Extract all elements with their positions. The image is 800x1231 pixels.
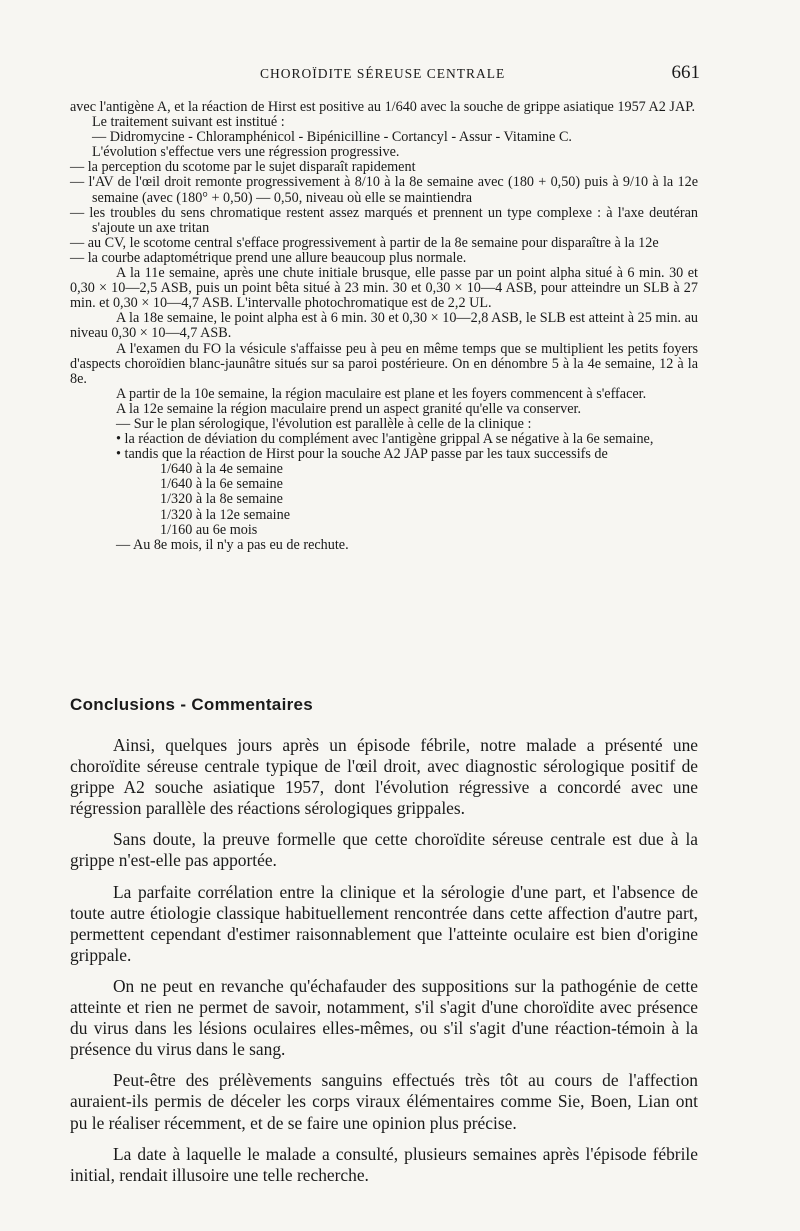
conclusions-text xyxy=(70,735,698,1196)
paragraph: La parfaite corrélation entre la clinique et la sérologie d'une part, et l'absence de toute autre étiologie classique habituellement rencontrée dans cette affection d'autre part, permettent cependant d'estimer raisonnablement que l'atteinte oculaire est bien d'origine grippale. xyxy=(70,881,698,965)
paragraph: A la 12e semaine la région maculaire prend un aspect granité qu'elle va conserver. xyxy=(116,400,582,417)
titer-list xyxy=(70,462,698,537)
paragraph: Ainsi, quelques jours après un épisode fébrile, notre malade a présenté une choroïdite séreuse centrale typique de l'œil droit, avec diagnostic sérologique positif de grippe A2 souche asiatique 1957, dont l'évolution régressive a concordé avec une régression parallèle des réactions sérologiques grippales. xyxy=(70,735,698,819)
titer-list-item: 1/320 à la 8e semaine xyxy=(160,491,283,508)
paragraph: Peut-être des prélèvements sanguins effectués très tôt au cours de l'affection auraient-ils permis de déceler les corps viraux élémentaires comme Sie, Boen, Lian ont pu le réaliser récemment, et de se faire une opinion plus précise. xyxy=(70,1070,698,1133)
page-number: 661 xyxy=(671,62,700,83)
treatment-line: — Didromycine - Chloramphénicol - Bipénicilline - Cortancyl - Assur - Vitamine C. xyxy=(92,129,572,146)
dash-item: — l'AV de l'œil droit remonte progressivement à 8/10 à la 8e semaine avec (180 + 0,50) puis à 9/10 à la 12e semaine (avec (180° + 0,50) — 0,50, niveau où elle se maintiendra xyxy=(70,174,698,206)
paragraph: Le traitement suivant est institué : xyxy=(92,114,285,131)
paragraph: — Sur le plan sérologique, l'évolution est parallèle à celle de la clinique : xyxy=(116,415,532,432)
section-heading: Conclusions - Commentaires xyxy=(70,695,314,714)
titer-list-item: 1/320 à la 12e semaine xyxy=(160,506,291,523)
paragraph: L'évolution s'effectue vers une régression progressive. xyxy=(92,144,400,161)
paragraph: Sans doute, la preuve formelle que cette choroïdite séreuse centrale est due à la grippe n'est-elle pas apportée. xyxy=(70,829,698,871)
dash-item: — la courbe adaptométrique prend une allure beaucoup plus normale. xyxy=(70,249,467,266)
paragraph: A la 18e semaine, le point alpha est à 6 min. 30 et 0,30 × 10—2,8 ASB, le SLB est atteint à 25 min. au niveau 0,30 × 10—4,7 ASB. xyxy=(70,310,698,342)
paragraph: A partir de la 10e semaine, la région maculaire est plane et les foyers commencent à s'effacer. xyxy=(116,385,647,402)
bullet-item: • tandis que la réaction de Hirst pour la souche A2 JAP passe par les taux successifs de xyxy=(116,446,608,463)
titer-list-item: 1/640 à la 4e semaine xyxy=(160,461,283,478)
paragraph: avec l'antigène A, et la réaction de Hirst est positive au 1/640 avec la souche de grippe asiatique 1957 A2 JAP. xyxy=(70,99,696,115)
paragraph: — Au 8e mois, il n'y a pas eu de rechute. xyxy=(116,536,349,553)
paragraph: A l'examen du FO la vésicule s'affaisse peu à peu en même temps que se multiplient les petits foyers d'aspects choroïdien blanc-jaunâtre situés sur sa paroi postérieure. On en dénombre 5 à la 4e semaine, 12 à la 8e. xyxy=(70,340,698,387)
titer-list-item: 1/160 au 6e mois xyxy=(160,521,258,538)
dash-item: — les troubles du sens chromatique restent assez marqués et prennent un type complexe : à l'axe deutéran s'ajoute un axe tritan xyxy=(70,204,698,236)
page-header xyxy=(70,62,700,88)
titer-list-item: 1/640 à la 6e semaine xyxy=(160,476,283,493)
paragraph: A la 11e semaine, après une chute initiale brusque, elle passe par un point alpha situé à 6 min. 30 et 0,30 × 10—2,5 ASB, puis un point bêta situé à 23 min. 30 et 0,30 × 10—4 ASB, pour atteindre un SLB à 27 min. et 0,30 × 10—4,7 ASB. L'intervalle photochromatique est de 2,2 UL. xyxy=(70,265,698,312)
paragraph: La date à laquelle le malade a consulté, plusieurs semaines après l'épisode fébrile initial, rendait illusoire une telle recherche. xyxy=(70,1143,698,1185)
dash-item: — au CV, le scotome central s'efface progressivement à partir de la 8e semaine pour disparaître à la 12e xyxy=(70,234,659,251)
paragraph: On ne peut en revanche qu'échafauder des suppositions sur la pathogénie de cette atteinte et rien ne permet de savoir, notamment, s'il s'agit d'une choroïdite avec présence du virus dans les lésions oculaires elles-mêmes, ou s'il s'agit d'une réaction-témoin à la présence du virus dans le sang. xyxy=(70,975,698,1060)
case-evolution-text xyxy=(70,100,698,553)
running-title: CHOROÏDITE SÉREUSE CENTRALE xyxy=(260,66,506,81)
dash-item: — la perception du scotome par le sujet disparaît rapidement xyxy=(70,159,416,176)
bullet-item: • la réaction de déviation du complément avec l'antigène grippal A se négative à la 6e semaine, xyxy=(116,431,654,448)
